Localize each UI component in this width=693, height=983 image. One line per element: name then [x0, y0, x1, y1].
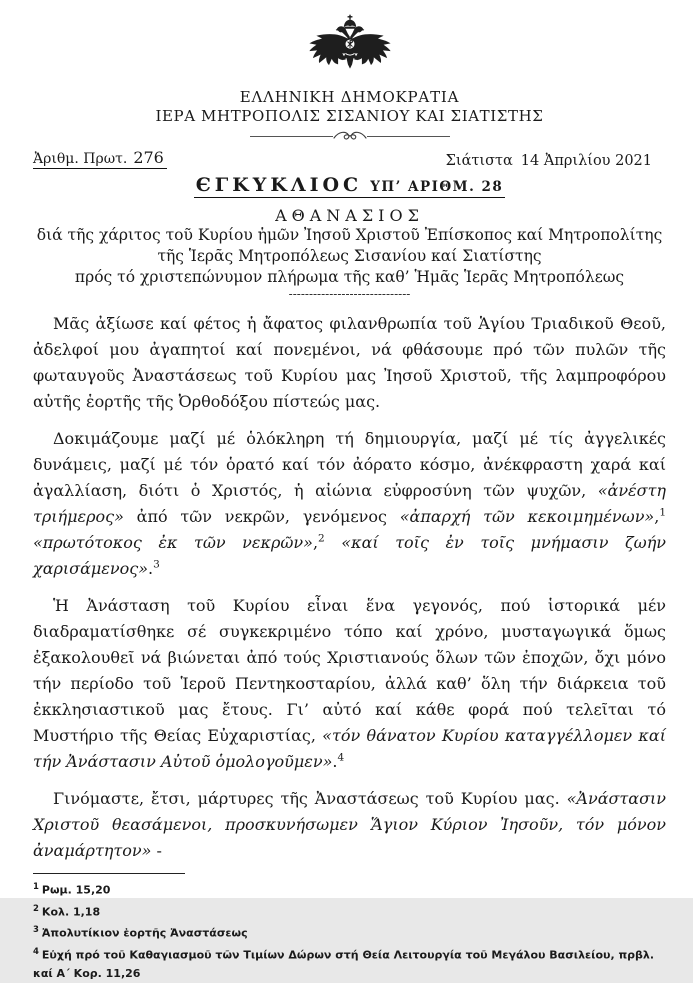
- divider-rule-right: [367, 136, 450, 137]
- footnote-4-text: Εὐχή πρό τοῦ Καθαγιασμοῦ τῶν Τιμίων Δώρων στή Θεία Λειτουργία τοῦ Μεγάλου Βασιλείου, πρβλ. καί Α΄ Κορ. 11,26: [33, 948, 655, 980]
- footnote-1-text: Ρωμ. 15,20: [41, 883, 111, 897]
- scroll-ornament-icon: [333, 130, 367, 142]
- state-title: ΕΛΛΗΝΙΚΗ ΔΗΜΟΚΡΑΤΙΑ: [239, 88, 460, 106]
- letterhead: [33, 14, 666, 142]
- divider-rule-left: [250, 136, 333, 137]
- date: 14 Ἀπριλίου 2021: [520, 153, 652, 169]
- title-block: [33, 169, 666, 300]
- dash-separator: ------------------------------: [288, 287, 411, 301]
- protocol-number: [33, 148, 167, 169]
- encyclical-title: [194, 174, 506, 198]
- encyclical-word: ЄΓΚΥΚΛΙΟϹ: [195, 174, 363, 196]
- footnote-separator: [33, 873, 185, 874]
- ornament-divider: [250, 130, 450, 142]
- bishop-name: ΑΘΑΝΑΣΙΟΣ: [275, 206, 424, 225]
- paragraph-1: Μᾶς ἀξίωσε καί φέτος ἡ ἄφατος φιλανθρωπία τοῦ Ἁγίου Τριαδικοῦ Θεοῦ, ἀδελφοί μου ἀγαπητοί καί πονεμένοι, νά φθάσουμε πρό τῶν πυλῶν τῆς φωταυγοῦς Ἀναστάσεως τοῦ Κυρίου μας Ἰησοῦ Χριστοῦ, τῆς λαμπροφόρου αὐτῆς ἑορτῆς τῆς Ὀρθοδόξου πίστεώς μας.: [33, 314, 666, 411]
- metropolis-title: ΙΕΡΑ ΜΗΤΡΟΠΟΛΙΣ ΣΙΣΑΝΙΟΥ ΚΑΙ ΣΙΑΤΙΣΤΗΣ: [155, 107, 544, 125]
- address-line-2: τῆς Ἱερᾶς Μητροπόλεως Σισανίου καί Σιατίστης: [157, 247, 542, 265]
- footnote-4-number: 4: [33, 946, 39, 957]
- double-headed-eagle-emblem: [306, 14, 394, 84]
- address-line-3: πρός τό χριστεπώνυμον πλήρωμα τῆς καθ’ Ἡμᾶς Ἱερᾶς Μητροπόλεως: [74, 268, 625, 286]
- place: Σιάτιστα: [445, 153, 513, 169]
- body-text: [33, 311, 666, 864]
- footnote-4: [33, 943, 666, 983]
- protocol-label: Ἀριθμ. Πρωτ.: [33, 151, 128, 167]
- paragraph-3: Ἡ Ἀνάσταση τοῦ Κυρίου εἶναι ἕνα γεγονός, πού ἱστορικά μέν διαδραματίσθηκε σέ συγκεκριμένο τόπο καί χρόνο, μυσταγωγικά ὅμως ἐξακολουθεῖ νά βιώνεται ἀπό τούς Χριστιανούς ὅλων τῶν ἐποχῶν, ὄχι μόνο τήν περίοδο τοῦ Ἱεροῦ Πεντηκοσταρίου, ἀλλά καθ’ ὅλη τήν διάρκεια τοῦ ἐκκλησιαστικοῦ μας ἔτους. Γι’ αὐτό καί κάθε φορά πού τελεῖται τό Μυστήριο τῆς Θείας Εὐχαριστίας, «τόν θάνατον Κυρίου καταγγέλλομεν καί τήν Ἀνάστασιν Αὐτοῦ ὁμολογοῦμεν».$^4$: [33, 596, 666, 771]
- footnote-2-text: Κολ. 1,18: [41, 905, 101, 919]
- footnote-3: [33, 921, 666, 943]
- meta-row: [33, 148, 666, 169]
- paragraph-4: Γινόμαστε, ἔτσι, μάρτυρες τῆς Ἀναστάσεως τοῦ Κυρίου μας. «Ἀνάστασιν Χριστοῦ θεασάμενοι, προσκυνήσωμεν Ἅγιον Κύριον Ἰησοῦν, τόν μόνον ἀναμάρτητον» -: [33, 789, 666, 860]
- footnote-3-text: Ἀπολυτίκιον ἑορτῆς Ἀναστάσεως: [41, 926, 248, 940]
- encyclical-number: ΥΠ’ ΑΡΙΘΜ. 28: [370, 179, 504, 195]
- paragraph-2: Δοκιμάζουμε μαζί μέ ὁλόκληρη τή δημιουργία, μαζί μέ τίς ἀγγελικές δυνάμεις, μαζί μέ τόν ὁρατό καί τόν ἀόρατο κόσμο, ἀνέκφραστη χαρά καί ἀγαλλίαση, διότι ὁ Χριστός, ἡ αἰώνια εὐφροσύνη τῶν ψυχῶν, «ἀνέστη τριήμερος» ἀπό τῶν νεκρῶν, γενόμενος «ἀπαρχή τῶν κεκοιμημένων»,$^1$ «πρωτότοκος ἐκ τῶν νεκρῶν»,$^2$ «καί τοῖς ἐν τοῖς μνήμασιν ζωήν χαρισάμενος».$^3$: [33, 429, 667, 578]
- footnote-2-number: 2: [33, 903, 39, 914]
- footnote-2: [33, 900, 666, 922]
- footnotes: [33, 873, 666, 983]
- address-line-1: διά τῆς χάριτος τοῦ Κυρίου ἡμῶν Ἰησοῦ Χριστοῦ Ἐπίσκοπος καί Μητροπολίτης: [36, 226, 663, 244]
- footnote-1-number: 1: [33, 882, 39, 892]
- footnote-3-number: 3: [33, 925, 39, 936]
- footnote-1: [33, 878, 666, 900]
- place-date: [446, 153, 652, 169]
- protocol-value: 276: [133, 148, 164, 167]
